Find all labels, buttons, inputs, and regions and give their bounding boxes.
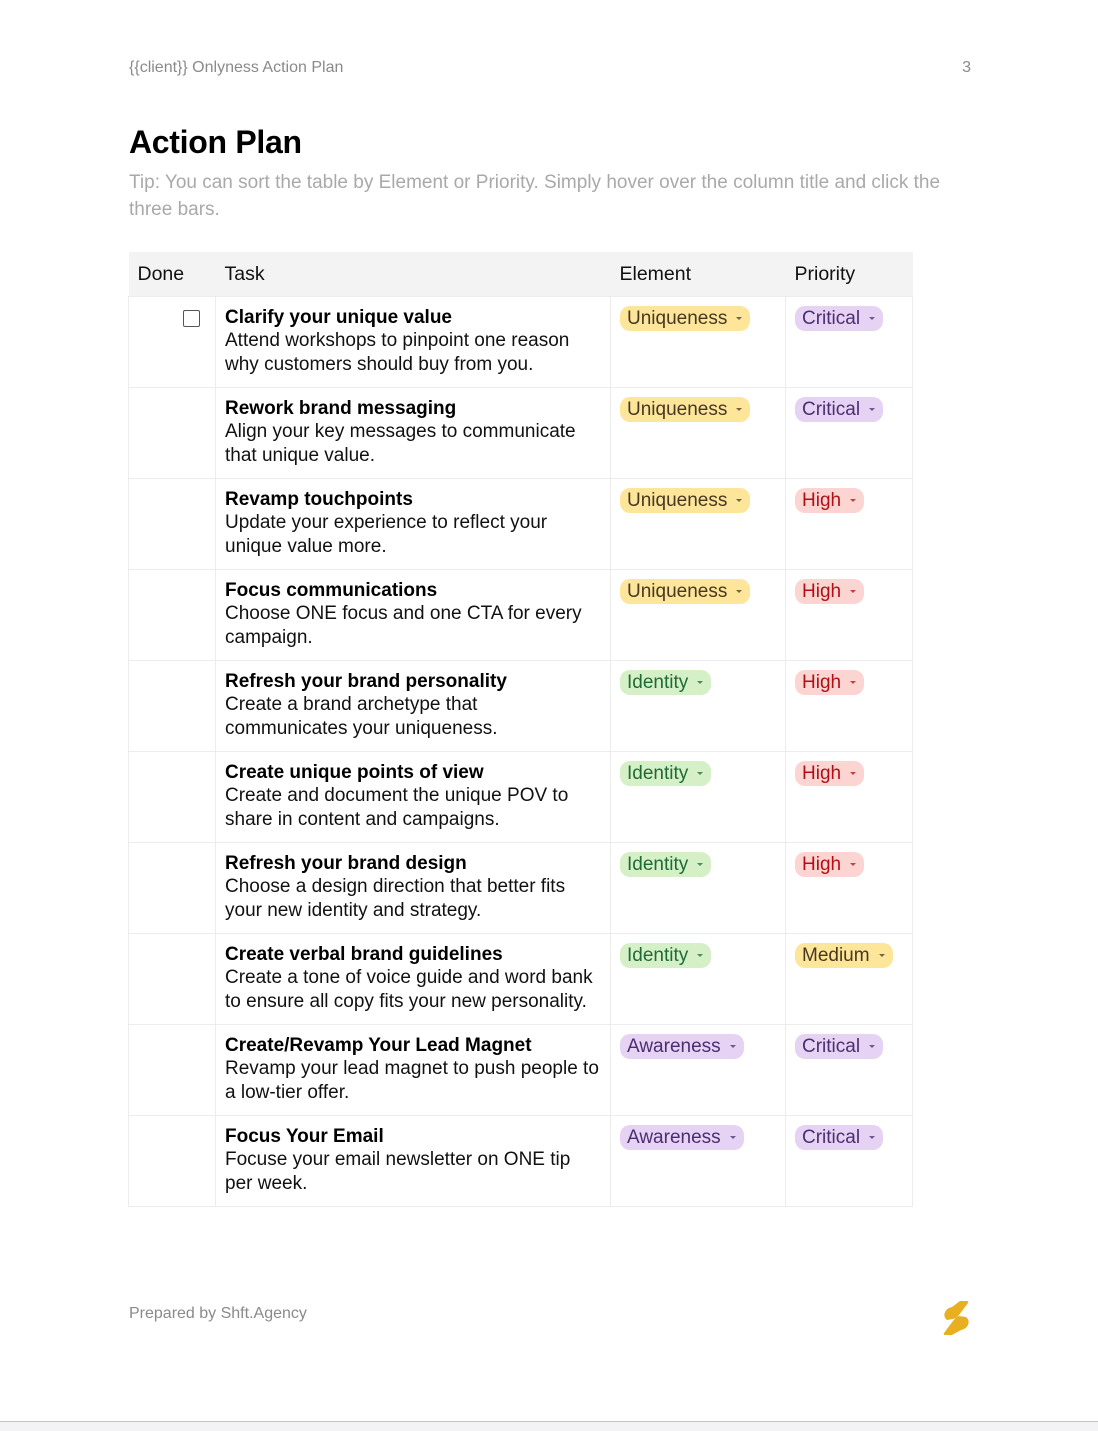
- caret-down-icon: [869, 1045, 875, 1048]
- element-tag-label: Uniqueness: [627, 308, 728, 329]
- table-row: [129, 570, 913, 661]
- priority-cell: [786, 843, 913, 934]
- done-cell: [129, 843, 216, 934]
- priority-cell: [786, 1025, 913, 1116]
- priority-tag-dropdown[interactable]: [795, 306, 883, 331]
- table-row: [129, 661, 913, 752]
- element-tag-label: Uniqueness: [627, 490, 728, 511]
- element-tag-dropdown[interactable]: [620, 943, 711, 968]
- priority-tag-label: Medium: [802, 945, 870, 966]
- element-tag-label: Identity: [627, 945, 689, 966]
- caret-down-icon: [697, 863, 703, 866]
- element-cell: [611, 297, 786, 388]
- task-description: Update your experience to reflect your unique value more.: [225, 512, 548, 557]
- table-row: [129, 752, 913, 843]
- priority-tag-label: High: [802, 854, 842, 875]
- task-description: Choose ONE focus and one CTA for every campaign.: [225, 603, 582, 648]
- element-tag-label: Identity: [627, 763, 689, 784]
- element-tag-label: Uniqueness: [627, 581, 728, 602]
- element-cell: [611, 479, 786, 570]
- caret-down-icon: [697, 772, 703, 775]
- done-cell: [129, 388, 216, 479]
- task-cell: [216, 570, 611, 661]
- priority-tag-label: High: [802, 581, 842, 602]
- task-cell: [216, 388, 611, 479]
- element-tag-dropdown[interactable]: [620, 852, 711, 877]
- table-row: [129, 843, 913, 934]
- task-title: Revamp touchpoints: [225, 489, 413, 510]
- column-header-priority[interactable]: Priority: [786, 252, 913, 297]
- done-cell: [129, 661, 216, 752]
- task-title: Create verbal brand guidelines: [225, 944, 503, 965]
- element-cell: [611, 752, 786, 843]
- document-title: {{client}} Onlyness Action Plan: [129, 59, 344, 76]
- task-description: Create a tone of voice guide and word bank to ensure all copy fits your new personality.: [225, 967, 593, 1012]
- caret-down-icon: [879, 954, 885, 957]
- element-tag-label: Identity: [627, 672, 689, 693]
- priority-tag-label: Critical: [802, 1127, 861, 1148]
- done-checkbox[interactable]: [183, 310, 200, 327]
- caret-down-icon: [697, 954, 703, 957]
- priority-tag-label: High: [802, 490, 842, 511]
- element-tag-dropdown[interactable]: [620, 761, 711, 786]
- caret-down-icon: [736, 408, 742, 411]
- task-cell: [216, 934, 611, 1025]
- page-header: [129, 59, 971, 77]
- element-cell: [611, 570, 786, 661]
- task-cell: [216, 479, 611, 570]
- element-tag-dropdown[interactable]: [620, 670, 711, 695]
- table-row: [129, 297, 913, 388]
- priority-cell: [786, 1116, 913, 1207]
- element-tag-dropdown[interactable]: [620, 1125, 744, 1150]
- task-cell: [216, 297, 611, 388]
- done-cell: [129, 1025, 216, 1116]
- task-title: Clarify your unique value: [225, 307, 452, 328]
- element-tag-dropdown[interactable]: [620, 579, 750, 604]
- column-header-task[interactable]: Task: [216, 252, 611, 297]
- caret-down-icon: [736, 499, 742, 502]
- done-cell: [129, 570, 216, 661]
- shft-logo-icon: [940, 1300, 972, 1336]
- priority-tag-dropdown[interactable]: [795, 943, 893, 968]
- done-cell: [129, 1116, 216, 1207]
- priority-cell: [786, 297, 913, 388]
- priority-tag-dropdown[interactable]: [795, 852, 864, 877]
- table-row: [129, 1025, 913, 1116]
- done-cell: [129, 479, 216, 570]
- caret-down-icon: [869, 408, 875, 411]
- task-description: Create and document the unique POV to share in content and campaigns.: [225, 785, 569, 830]
- task-description: Create a brand archetype that communicates your uniqueness.: [225, 694, 498, 739]
- priority-cell: [786, 479, 913, 570]
- task-description: Align your key messages to communicate that unique value.: [225, 421, 576, 466]
- task-description: Focuse your email newsletter on ONE tip per week.: [225, 1149, 571, 1194]
- task-title: Rework brand messaging: [225, 398, 457, 419]
- caret-down-icon: [869, 317, 875, 320]
- task-description: Choose a design direction that better fits your new identity and strategy.: [225, 876, 566, 921]
- caret-down-icon: [697, 681, 703, 684]
- caret-down-icon: [736, 317, 742, 320]
- priority-tag-dropdown[interactable]: [795, 1125, 883, 1150]
- task-title: Refresh your brand personality: [225, 671, 507, 692]
- element-cell: [611, 1116, 786, 1207]
- element-tag-dropdown[interactable]: [620, 1034, 744, 1059]
- element-tag-label: Identity: [627, 854, 689, 875]
- tip-text: Tip: You can sort the table by Element or Priority. Simply hover over the column title and click the three bars.: [129, 172, 941, 220]
- action-plan-table: [128, 252, 913, 1207]
- page-title: Action Plan: [129, 124, 302, 160]
- priority-cell: [786, 388, 913, 479]
- column-header-done[interactable]: Done: [129, 252, 216, 297]
- priority-tag-dropdown[interactable]: [795, 488, 864, 513]
- priority-cell: [786, 934, 913, 1025]
- element-tag-dropdown[interactable]: [620, 306, 750, 331]
- element-tag-dropdown[interactable]: [620, 397, 750, 422]
- priority-tag-dropdown[interactable]: [795, 1034, 883, 1059]
- element-tag-label: Awareness: [627, 1127, 721, 1148]
- priority-tag-dropdown[interactable]: [795, 579, 864, 604]
- priority-tag-dropdown[interactable]: [795, 397, 883, 422]
- done-cell: [129, 297, 216, 388]
- task-cell: [216, 661, 611, 752]
- priority-tag-dropdown[interactable]: [795, 761, 864, 786]
- element-tag-dropdown[interactable]: [620, 488, 750, 513]
- table-row: [129, 388, 913, 479]
- element-cell: [611, 843, 786, 934]
- priority-tag-label: Critical: [802, 1036, 861, 1057]
- task-cell: [216, 843, 611, 934]
- caret-down-icon: [736, 590, 742, 593]
- task-cell: [216, 1025, 611, 1116]
- priority-tag-label: Critical: [802, 308, 861, 329]
- done-cell: [129, 934, 216, 1025]
- task-title: Create/Revamp Your Lead Magnet: [225, 1035, 532, 1056]
- priority-cell: [786, 752, 913, 843]
- element-cell: [611, 388, 786, 479]
- priority-tag-label: High: [802, 672, 842, 693]
- caret-down-icon: [850, 590, 856, 593]
- task-title: Create unique points of view: [225, 762, 484, 783]
- caret-down-icon: [850, 681, 856, 684]
- caret-down-icon: [850, 772, 856, 775]
- element-tag-label: Uniqueness: [627, 399, 728, 420]
- column-header-element[interactable]: Element: [611, 252, 786, 297]
- caret-down-icon: [730, 1045, 736, 1048]
- task-cell: [216, 1116, 611, 1207]
- table-row: [129, 934, 913, 1025]
- caret-down-icon: [850, 499, 856, 502]
- caret-down-icon: [869, 1136, 875, 1139]
- task-title: Focus Your Email: [225, 1126, 384, 1147]
- task-description: Attend workshops to pinpoint one reason why customers should buy from you.: [225, 330, 570, 375]
- priority-cell: [786, 570, 913, 661]
- element-cell: [611, 661, 786, 752]
- priority-tag-label: High: [802, 763, 842, 784]
- caret-down-icon: [850, 863, 856, 866]
- priority-tag-dropdown[interactable]: [795, 670, 864, 695]
- task-cell: [216, 752, 611, 843]
- table-header-row: [129, 252, 913, 297]
- priority-cell: [786, 661, 913, 752]
- table-row: [129, 1116, 913, 1207]
- footer-prepared-by: Prepared by Shft.Agency: [129, 1305, 307, 1322]
- task-title: Focus communications: [225, 580, 438, 601]
- page-number: 3: [962, 59, 971, 76]
- table-row: [129, 479, 913, 570]
- element-cell: [611, 1025, 786, 1116]
- task-description: Revamp your lead magnet to push people to a low-tier offer.: [225, 1058, 599, 1103]
- element-tag-label: Awareness: [627, 1036, 721, 1057]
- element-cell: [611, 934, 786, 1025]
- caret-down-icon: [730, 1136, 736, 1139]
- priority-tag-label: Critical: [802, 399, 861, 420]
- done-cell: [129, 752, 216, 843]
- task-title: Refresh your brand design: [225, 853, 467, 874]
